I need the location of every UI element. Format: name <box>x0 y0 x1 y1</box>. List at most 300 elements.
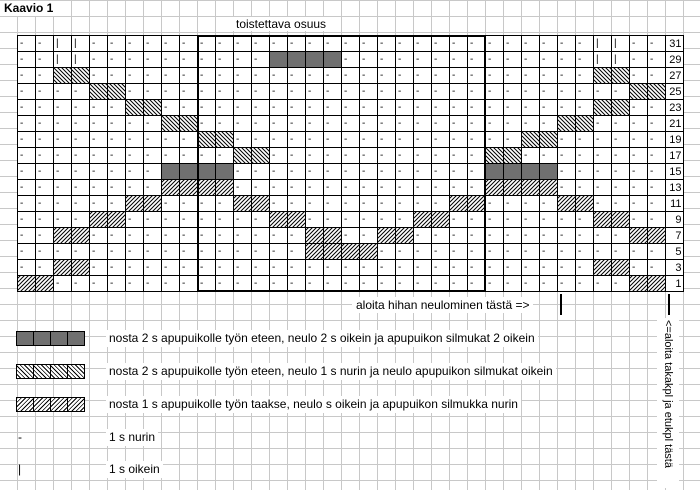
purl-symbol: - <box>344 118 348 129</box>
purl-symbol: - <box>254 278 258 289</box>
purl-symbol: - <box>434 86 438 97</box>
purl-symbol: - <box>362 230 366 241</box>
repeat-section-label: toistettava osuus <box>233 17 329 31</box>
chart-cell-cable-back <box>252 148 270 164</box>
purl-symbol: - <box>380 38 384 49</box>
purl-symbol: - <box>92 102 96 113</box>
purl-symbol: - <box>380 86 384 97</box>
purl-symbol: - <box>200 86 204 97</box>
chart-cell-cable-fwd <box>72 260 90 276</box>
purl-symbol: - <box>470 38 474 49</box>
purl-symbol: - <box>542 54 546 65</box>
legend-swatch-dark <box>16 331 85 346</box>
legend-row <box>0 395 640 415</box>
purl-symbol: - <box>182 214 186 225</box>
purl-symbol: - <box>110 246 114 257</box>
purl-symbol: - <box>524 38 528 49</box>
row-label: 19 <box>669 134 682 146</box>
purl-symbol: - <box>164 262 168 273</box>
purl-symbol: - <box>560 166 564 177</box>
purl-symbol: - <box>56 86 60 97</box>
chart-cell-cable-fwd <box>450 196 468 212</box>
start-body-marker <box>668 294 670 315</box>
purl-symbol: - <box>542 86 546 97</box>
purl-symbol: - <box>452 134 456 145</box>
purl-symbol: - <box>470 70 474 81</box>
purl-symbol: - <box>110 54 114 65</box>
purl-symbol: - <box>560 150 564 161</box>
legend-text: nosta 2 s apupuikolle työn eteen, neulo 1 s nurin ja neulo apupuikon silmukat oikein <box>106 363 556 380</box>
purl-symbol: - <box>398 150 402 161</box>
purl-symbol: - <box>128 86 132 97</box>
purl-symbol: - <box>416 54 420 65</box>
purl-symbol: - <box>398 166 402 177</box>
purl-symbol: - <box>236 246 240 257</box>
purl-symbol: - <box>38 214 42 225</box>
purl-symbol: - <box>200 278 204 289</box>
purl-symbol: - <box>182 102 186 113</box>
purl-symbol: - <box>164 214 168 225</box>
legend-swatch-cell <box>34 331 51 346</box>
legend-text: 1 s nurin <box>106 429 158 446</box>
chart-cell-cable-fwd <box>180 180 198 196</box>
chart-cell-cable-fwd <box>18 276 36 292</box>
purl-symbol: - <box>578 134 582 145</box>
purl-symbol: - <box>434 134 438 145</box>
purl-symbol: - <box>326 278 330 289</box>
purl-symbol: - <box>488 214 492 225</box>
purl-symbol: - <box>416 230 420 241</box>
purl-symbol: - <box>272 102 276 113</box>
purl-symbol: - <box>110 102 114 113</box>
purl-symbol: - <box>542 118 546 129</box>
purl-symbol: - <box>416 166 420 177</box>
purl-symbol: - <box>506 38 510 49</box>
purl-symbol: - <box>650 150 654 161</box>
purl-symbol: - <box>218 86 222 97</box>
purl-symbol: - <box>398 102 402 113</box>
chart-cell-cable-fwd <box>432 212 450 228</box>
purl-symbol: - <box>92 150 96 161</box>
purl-symbol: - <box>470 230 474 241</box>
purl-symbol: - <box>92 166 96 177</box>
purl-symbol: - <box>344 198 348 209</box>
purl-symbol: - <box>506 118 510 129</box>
purl-symbol: - <box>398 54 402 65</box>
purl-symbol: - <box>398 38 402 49</box>
chart-cell-cable-dark <box>486 164 504 180</box>
purl-symbol: - <box>326 182 330 193</box>
purl-symbol: - <box>506 230 510 241</box>
purl-symbol: - <box>560 230 564 241</box>
purl-symbol: - <box>506 102 510 113</box>
purl-symbol: - <box>542 214 546 225</box>
purl-symbol: - <box>74 166 78 177</box>
purl-symbol: - <box>488 262 492 273</box>
row-label: 29 <box>669 54 682 66</box>
chart-cell-cable-dark <box>180 164 198 180</box>
legend-swatch-cell <box>68 364 85 379</box>
chart-cell-cable-back <box>72 68 90 84</box>
purl-symbol: - <box>254 102 258 113</box>
purl-symbol: - <box>524 54 528 65</box>
legend-swatch-cell <box>68 331 85 346</box>
purl-symbol: - <box>344 166 348 177</box>
purl-symbol: - <box>254 166 258 177</box>
purl-symbol: - <box>272 166 276 177</box>
purl-symbol: - <box>326 102 330 113</box>
purl-symbol: - <box>650 214 654 225</box>
purl-symbol: - <box>146 134 150 145</box>
purl-symbol: - <box>362 198 366 209</box>
purl-symbol: - <box>272 230 276 241</box>
chart-cell-cable-fwd <box>612 212 630 228</box>
purl-symbol: - <box>236 38 240 49</box>
purl-symbol: - <box>434 262 438 273</box>
purl-symbol: - <box>290 102 294 113</box>
purl-symbol: - <box>452 214 456 225</box>
purl-symbol: - <box>524 150 528 161</box>
purl-symbol: - <box>272 278 276 289</box>
purl-symbol: - <box>470 278 474 289</box>
purl-symbol: - <box>128 262 132 273</box>
purl-symbol: - <box>74 214 78 225</box>
purl-symbol: - <box>20 182 24 193</box>
purl-symbol: - <box>380 262 384 273</box>
purl-symbol: - <box>398 246 402 257</box>
purl-symbol: - <box>128 182 132 193</box>
start-body-side-text: <=aloita takakpl ja etukpl tästä <box>657 318 679 488</box>
purl-symbol: - <box>56 102 60 113</box>
chart-cell-cable-fwd <box>54 228 72 244</box>
chart-cell-cable-fwd <box>648 276 666 292</box>
chart-cell-cable-fwd <box>324 244 342 260</box>
purl-symbol: - <box>362 166 366 177</box>
row-label: 5 <box>675 246 682 258</box>
purl-symbol: - <box>434 150 438 161</box>
purl-symbol: - <box>38 230 42 241</box>
purl-symbol: - <box>452 150 456 161</box>
chart-cell-cable-fwd <box>306 244 324 260</box>
purl-symbol: - <box>614 134 618 145</box>
purl-symbol: - <box>236 86 240 97</box>
purl-symbol: - <box>236 70 240 81</box>
purl-symbol: - <box>560 38 564 49</box>
purl-symbol: - <box>200 38 204 49</box>
chart-cell-cable-fwd <box>360 244 378 260</box>
purl-symbol: - <box>20 246 24 257</box>
purl-symbol: - <box>470 182 474 193</box>
chart-cell-cable-back <box>108 84 126 100</box>
purl-symbol: - <box>434 70 438 81</box>
purl-symbol: - <box>56 166 60 177</box>
purl-symbol: - <box>254 118 258 129</box>
knit-symbol: | <box>614 54 617 65</box>
purl-symbol: - <box>416 262 420 273</box>
purl-symbol: - <box>524 86 528 97</box>
legend-row <box>0 460 640 480</box>
chart-cell-cable-fwd <box>90 212 108 228</box>
purl-symbol: - <box>308 214 312 225</box>
purl-symbol: - <box>218 278 222 289</box>
purl-symbol: - <box>326 150 330 161</box>
purl-symbol: - <box>578 166 582 177</box>
purl-symbol: - <box>506 262 510 273</box>
purl-symbol: - <box>416 86 420 97</box>
purl-symbol: - <box>524 70 528 81</box>
chart-cell-cable-back <box>486 148 504 164</box>
purl-symbol: - <box>128 54 132 65</box>
purl-symbol: - <box>398 118 402 129</box>
purl-symbol: - <box>452 70 456 81</box>
purl-symbol: - <box>20 150 24 161</box>
purl-symbol: - <box>110 230 114 241</box>
purl-symbol: - <box>20 118 24 129</box>
purl-symbol: - <box>38 86 42 97</box>
purl-symbol: - <box>596 118 600 129</box>
chart-cell-cable-dark <box>504 164 522 180</box>
purl-symbol: - <box>146 246 150 257</box>
purl-symbol: - <box>596 150 600 161</box>
chart-cell-cable-back <box>612 100 630 116</box>
purl-symbol: - <box>470 102 474 113</box>
purl-symbol: - <box>164 230 168 241</box>
purl-symbol: - <box>416 198 420 209</box>
purl-symbol: - <box>92 118 96 129</box>
chart-cell-cable-fwd <box>648 228 666 244</box>
purl-symbol: - <box>650 246 654 257</box>
purl-symbol: - <box>434 166 438 177</box>
purl-symbol: - <box>560 70 564 81</box>
purl-symbol: - <box>308 166 312 177</box>
purl-symbol: - <box>488 230 492 241</box>
purl-symbol: - <box>110 166 114 177</box>
purl-symbol: - <box>236 230 240 241</box>
purl-symbol: - <box>470 134 474 145</box>
chart-cell-cable-fwd <box>468 196 486 212</box>
purl-symbol: - <box>38 102 42 113</box>
purl-symbol: - <box>596 198 600 209</box>
purl-symbol: - <box>308 118 312 129</box>
purl-symbol: - <box>542 198 546 209</box>
row-label: 31 <box>669 38 682 50</box>
chart-cell-cable-fwd <box>486 180 504 196</box>
purl-symbol: - <box>20 86 24 97</box>
purl-symbol: - <box>632 102 636 113</box>
purl-symbol: - <box>128 38 132 49</box>
purl-symbol: - <box>128 150 132 161</box>
chart-cell-cable-fwd <box>594 212 612 228</box>
purl-symbol: - <box>308 262 312 273</box>
purl-symbol: - <box>380 70 384 81</box>
purl-symbol: - <box>542 262 546 273</box>
chart-cell-cable-back <box>126 100 144 116</box>
legend-swatch-back <box>16 364 85 379</box>
chart-title: Kaavio 1 <box>3 1 57 16</box>
chart-cell-cable-back <box>90 84 108 100</box>
purl-symbol: - <box>272 134 276 145</box>
purl-symbol: - <box>398 86 402 97</box>
purl-symbol: - <box>38 70 42 81</box>
purl-symbol: - <box>578 38 582 49</box>
purl-symbol: - <box>380 182 384 193</box>
purl-symbol: - <box>632 214 636 225</box>
purl-symbol: - <box>110 118 114 129</box>
purl-symbol: - <box>272 182 276 193</box>
purl-symbol: - <box>326 70 330 81</box>
purl-symbol: - <box>218 262 222 273</box>
purl-symbol: - <box>488 38 492 49</box>
purl-symbol: - <box>56 182 60 193</box>
purl-symbol: - <box>20 54 24 65</box>
purl-symbol: - <box>488 198 492 209</box>
chart-cell-cable-fwd <box>216 180 234 196</box>
purl-symbol: - <box>182 150 186 161</box>
purl-symbol: - <box>308 278 312 289</box>
purl-symbol: - <box>236 54 240 65</box>
knit-symbol: | <box>18 462 22 476</box>
purl-symbol: - <box>254 86 258 97</box>
purl-symbol: - <box>182 230 186 241</box>
purl-symbol: - <box>488 134 492 145</box>
purl-symbol: - <box>92 54 96 65</box>
purl-symbol: - <box>632 38 636 49</box>
purl-symbol: - <box>470 246 474 257</box>
purl-symbol: - <box>20 134 24 145</box>
legend-swatch-cell <box>34 364 51 379</box>
purl-symbol: - <box>614 150 618 161</box>
purl-symbol: - <box>146 230 150 241</box>
purl-symbol: - <box>128 230 132 241</box>
chart-cell-cable-fwd <box>342 244 360 260</box>
purl-symbol: - <box>110 38 114 49</box>
purl-symbol: - <box>218 198 222 209</box>
purl-symbol: - <box>146 262 150 273</box>
purl-symbol: - <box>254 134 258 145</box>
purl-symbol: - <box>578 214 582 225</box>
purl-symbol: - <box>56 278 60 289</box>
purl-symbol: - <box>290 70 294 81</box>
purl-symbol: - <box>344 150 348 161</box>
purl-symbol: - <box>650 262 654 273</box>
purl-symbol: - <box>38 134 42 145</box>
purl-symbol: - <box>128 118 132 129</box>
purl-symbol: - <box>380 54 384 65</box>
purl-symbol: - <box>74 198 78 209</box>
purl-symbol: - <box>56 198 60 209</box>
chart-cell-cable-fwd <box>504 180 522 196</box>
purl-symbol: - <box>38 182 42 193</box>
legend-row <box>0 428 640 448</box>
chart-cell-cable-back <box>594 100 612 116</box>
start-body-side-label <box>657 318 679 488</box>
purl-symbol: - <box>488 278 492 289</box>
purl-symbol: - <box>578 86 582 97</box>
purl-symbol: - <box>524 214 528 225</box>
purl-symbol: - <box>632 134 636 145</box>
purl-symbol: - <box>92 38 96 49</box>
purl-symbol: - <box>362 38 366 49</box>
purl-symbol: - <box>506 70 510 81</box>
purl-symbol: - <box>236 214 240 225</box>
purl-symbol: - <box>560 246 564 257</box>
purl-symbol: - <box>614 182 618 193</box>
purl-symbol: - <box>164 86 168 97</box>
purl-symbol: - <box>452 118 456 129</box>
purl-symbol: - <box>362 134 366 145</box>
purl-symbol: - <box>614 246 618 257</box>
chart-cell-cable-dark <box>324 52 342 68</box>
purl-symbol: - <box>56 150 60 161</box>
chart-cell-cable-back <box>594 68 612 84</box>
purl-symbol: - <box>164 278 168 289</box>
legend-swatch-cell <box>51 364 68 379</box>
purl-symbol: - <box>110 70 114 81</box>
purl-symbol: - <box>398 182 402 193</box>
legend-text: 1 s oikein <box>106 461 163 478</box>
purl-symbol: - <box>470 214 474 225</box>
row-label: 11 <box>670 198 682 210</box>
purl-symbol: - <box>218 70 222 81</box>
purl-symbol: - <box>380 278 384 289</box>
purl-symbol: - <box>272 198 276 209</box>
purl-symbol: - <box>182 134 186 145</box>
purl-symbol: - <box>362 214 366 225</box>
purl-symbol: - <box>74 182 78 193</box>
purl-symbol: - <box>20 166 24 177</box>
purl-symbol: - <box>650 38 654 49</box>
purl-symbol: - <box>164 150 168 161</box>
legend-text: nosta 1 s apupuikolle työn taakse, neulo s oikein ja apupuikon silmukka nurin <box>106 396 521 413</box>
purl-symbol: - <box>20 70 24 81</box>
purl-symbol: - <box>218 230 222 241</box>
purl-symbol: - <box>434 198 438 209</box>
purl-symbol: - <box>92 182 96 193</box>
purl-symbol: - <box>362 118 366 129</box>
purl-symbol: - <box>506 198 510 209</box>
purl-symbol: - <box>488 102 492 113</box>
purl-symbol: - <box>578 70 582 81</box>
purl-symbol: - <box>254 70 258 81</box>
purl-symbol: - <box>452 38 456 49</box>
chart-cell-cable-dark <box>270 52 288 68</box>
purl-symbol: - <box>236 182 240 193</box>
purl-symbol: - <box>200 230 204 241</box>
purl-symbol: - <box>110 262 114 273</box>
purl-symbol: - <box>560 278 564 289</box>
purl-symbol: - <box>614 278 618 289</box>
purl-symbol: - <box>542 102 546 113</box>
purl-symbol: - <box>20 230 24 241</box>
purl-symbol: - <box>92 134 96 145</box>
purl-symbol: - <box>182 246 186 257</box>
purl-symbol: - <box>164 70 168 81</box>
purl-symbol: - <box>452 278 456 289</box>
purl-symbol: - <box>416 134 420 145</box>
purl-symbol: - <box>38 150 42 161</box>
purl-symbol: - <box>290 262 294 273</box>
row-label: 9 <box>675 214 682 226</box>
purl-symbol: - <box>650 118 654 129</box>
purl-symbol: - <box>398 70 402 81</box>
knit-symbol: | <box>56 38 59 49</box>
purl-symbol: - <box>182 198 186 209</box>
chart-cell-cable-back <box>216 132 234 148</box>
purl-symbol: - <box>254 182 258 193</box>
purl-symbol: - <box>470 118 474 129</box>
purl-symbol: - <box>560 262 564 273</box>
knit-symbol: | <box>74 54 77 65</box>
